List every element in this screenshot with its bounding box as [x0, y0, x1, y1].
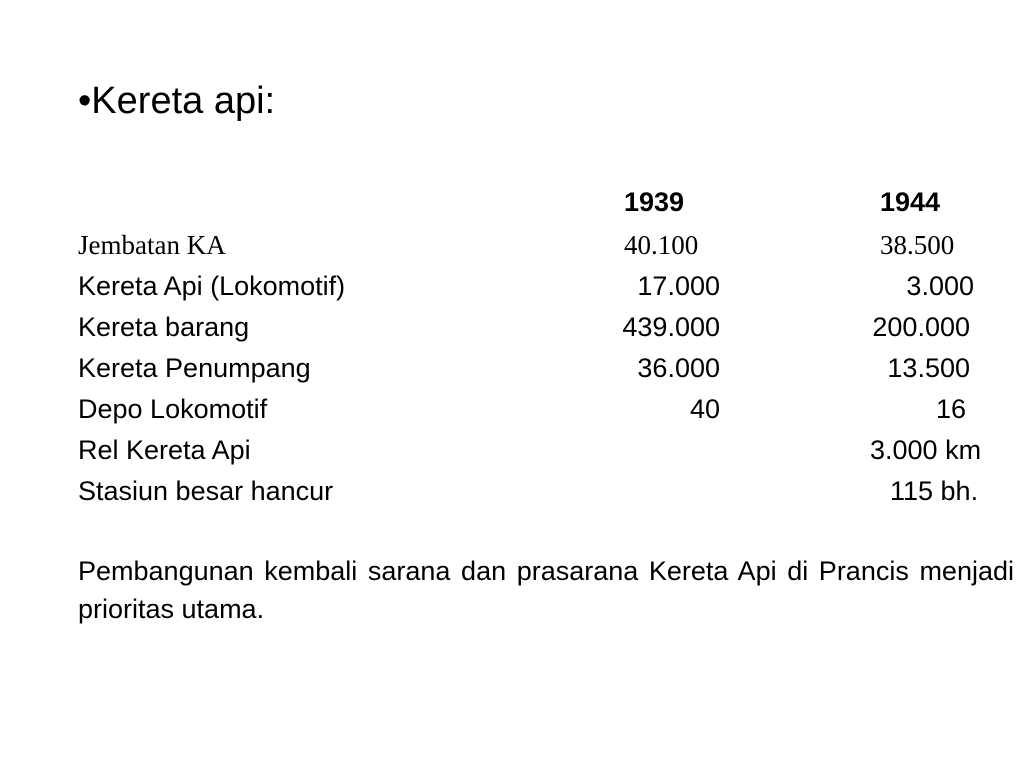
- row-label-rel-kereta-api: Rel Kereta Api: [78, 435, 251, 465]
- row-value-1944-stasiun-besar: 115 bh.: [890, 476, 979, 506]
- row-label-kereta-barang: Kereta barang: [78, 312, 250, 342]
- row-label-stasiun-besar: Stasiun besar hancur: [78, 476, 334, 506]
- row-value-1944-lokomotif: 3.000: [906, 271, 974, 301]
- summary-paragraph: Pembangunan kembali sarana dan prasarana Kereta Api di Prancis menjadi prioritas utama.: [78, 556, 1014, 624]
- header-1944: 1944: [880, 187, 941, 217]
- row-value-1939-kereta-barang: 439.000: [622, 312, 720, 342]
- row-label-depo-lokomotif: Depo Lokomotif: [78, 394, 268, 424]
- row-value-1939-lokomotif: 17.000: [637, 271, 720, 301]
- row-value-1939-jembatan-ka: 40.100: [624, 230, 699, 260]
- row-label-kereta-penumpang: Kereta Penumpang: [78, 353, 311, 383]
- row-value-1944-kereta-penumpang: 13.500: [887, 353, 970, 383]
- row-label-jembatan-ka: Jembatan KA: [78, 230, 226, 260]
- row-value-1944-jembatan-ka: 38.500: [880, 230, 955, 260]
- row-value-1939-depo-lokomotif: 40: [689, 394, 720, 424]
- row-value-1944-depo-lokomotif: 16: [935, 394, 966, 424]
- slide-title: •Kereta api:: [78, 80, 276, 122]
- row-label-lokomotif: Kereta Api (Lokomotif): [78, 271, 346, 301]
- row-value-1944-rel-kereta-api: 3.000 km: [870, 435, 982, 465]
- row-value-1939-kereta-penumpang: 36.000: [637, 353, 720, 383]
- header-1939: 1939: [624, 187, 685, 217]
- row-value-1944-kereta-barang: 200.000: [872, 312, 970, 342]
